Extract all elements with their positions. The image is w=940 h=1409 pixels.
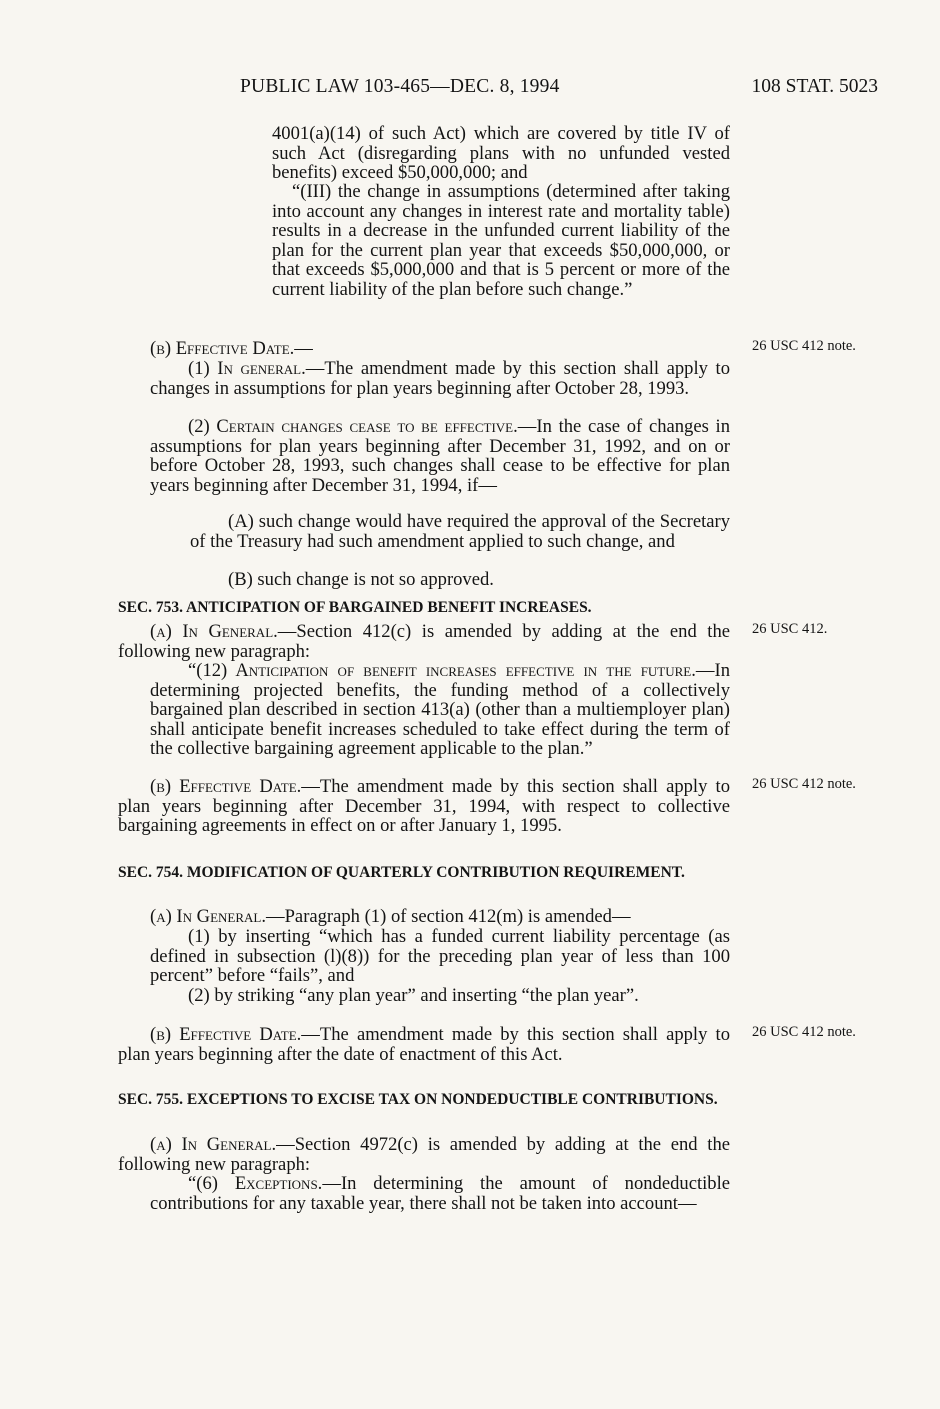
section-754-heading: SEC. 754. MODIFICATION OF QUARTERLY CONTRIBUTION REQUIREMENT.: [118, 864, 685, 881]
header-stat-page: 108 STAT. 5023: [751, 76, 878, 97]
paragraph-754-a: (a) In General.—Paragraph (1) of section 412(m) is amended—: [150, 906, 631, 927]
paragraph-753-a: (a) In General.—Section 412(c) is amended by adding at the end the following new paragraph:: [118, 621, 731, 662]
paragraph-a-subitem: (A) such change would have required the approval of the Secretary of the Treasury had such amendment applied to such change, and: [190, 511, 730, 552]
paragraph-in-general-1: (1) In general.—The amendment made by this section shall apply to changes in assumptions for plan years beginning after October 28, 1993.: [150, 358, 730, 399]
paragraph-b-subitem: (B) such change is not so approved.: [228, 569, 494, 590]
margin-note-412: 26 USC 412.: [752, 621, 828, 637]
paragraph-754-b: (b) Effective Date.—The amendment made by this section shall apply to plan years beginning after the date of enactment of this Act.: [118, 1024, 730, 1065]
paragraph-754-1: (1) by inserting “which has a funded current liability percentage (as defined in subsection (l)(8)) for the preceding plan year of less than 100 percent” before “fails”, and: [150, 926, 730, 987]
paragraph-certain-changes: (2) Certain changes cease to be effective.—In the case of changes in assumptions for plan years beginning after December 31, 1992, and on or before October 28, 1993, such changes shall cease to be effective for plan years beginning after December 31, 1994, if—: [150, 416, 731, 496]
paragraph-754-2: (2) by striking “any plan year” and inserting “the plan year”.: [188, 985, 639, 1006]
margin-note-412-note: 26 USC 412 note.: [752, 338, 856, 354]
paragraph-continuation: 4001(a)(14) of such Act) which are covered by title IV of such Act (disregarding plans with no unfunded vested benefits) exceed $50,000,000; and: [272, 123, 730, 184]
margin-note-412-note: 26 USC 412 note.: [752, 1024, 856, 1040]
paragraph-753-b: (b) Effective Date.—The amendment made by this section shall apply to plan years beginning after December 31, 1994, with respect to collective bargaining agreements in effect on or after January 1, 1995.: [118, 776, 730, 837]
paragraph-iii: “(III) the change in assumptions (determined after taking into account any changes in interest rate and mortality table) results in a decrease in the unfunded current liability of the plan for the current plan year that exceeds $50,000,000, or that exceeds $5,000,000 and that is 5 percent or more of the current liability of the plan before such change.”: [272, 181, 730, 300]
paragraph-755-a: (a) In General.—Section 4972(c) is amended by adding at the end the following new paragraph:: [118, 1134, 731, 1175]
running-header: [240, 76, 878, 102]
section-755-heading: SEC. 755. EXCEPTIONS TO EXCISE TAX ON NONDEDUCTIBLE CONTRIBUTIONS.: [118, 1091, 718, 1108]
section-753-heading: SEC. 753. ANTICIPATION OF BARGAINED BENEFIT INCREASES.: [118, 599, 592, 616]
paragraph-755-6: “(6) Exceptions.—In determining the amount of nondeductible contributions for any taxable year, there shall not be taken into account—: [150, 1173, 730, 1214]
margin-note-412-note: 26 USC 412 note.: [752, 776, 856, 792]
effective-date-heading: (b) Effective Date.—: [150, 338, 313, 359]
header-law-citation: PUBLIC LAW 103-465—DEC. 8, 1994: [240, 76, 560, 97]
paragraph-753-12: “(12) Anticipation of benefit increases effective in the future.—In determining projected benefits, the funding method of a collectively bargained plan described in section 413(a) (other than a multiemployer plan) shall anticipate benefit increases scheduled to take effect during the term of the collective bargaining agreement applicable to the plan.”: [150, 660, 730, 760]
